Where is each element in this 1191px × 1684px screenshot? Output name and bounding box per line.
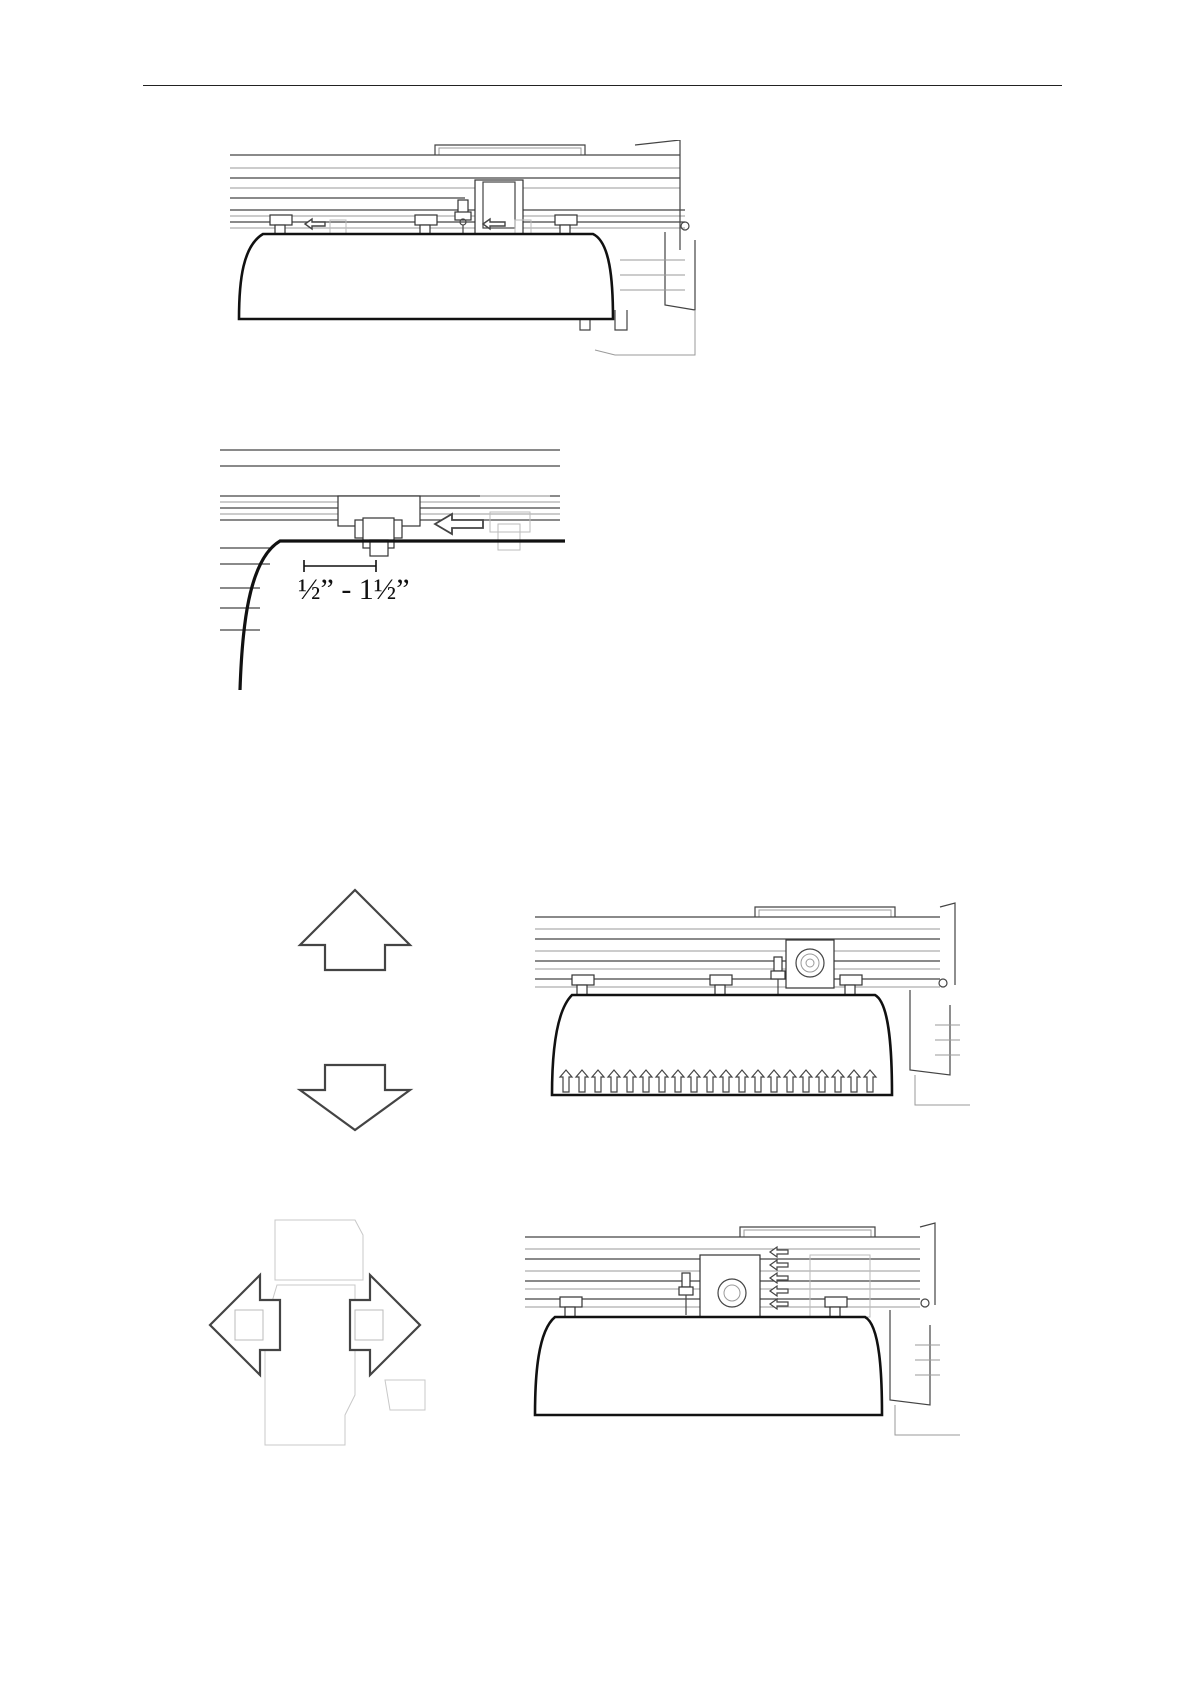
left-arrow-key-icon [210, 1275, 280, 1375]
up-down-arrow-keys-figure [290, 885, 420, 1135]
right-arrow-key-icon [350, 1275, 420, 1375]
plotter-feed-direction-figure [530, 895, 977, 1115]
down-arrow-key-icon [300, 1065, 410, 1130]
left-right-arrow-keys-figure [205, 1215, 465, 1465]
plotter-carriage-move-figure [520, 1215, 977, 1445]
plotter-paper-loading-figure [225, 140, 710, 380]
up-arrow-key-icon [300, 890, 410, 970]
pinch-roller-spacing-figure [220, 440, 565, 690]
header-rule [143, 85, 1062, 86]
spacing-measurement-label: ½” - 1½” [298, 573, 410, 606]
